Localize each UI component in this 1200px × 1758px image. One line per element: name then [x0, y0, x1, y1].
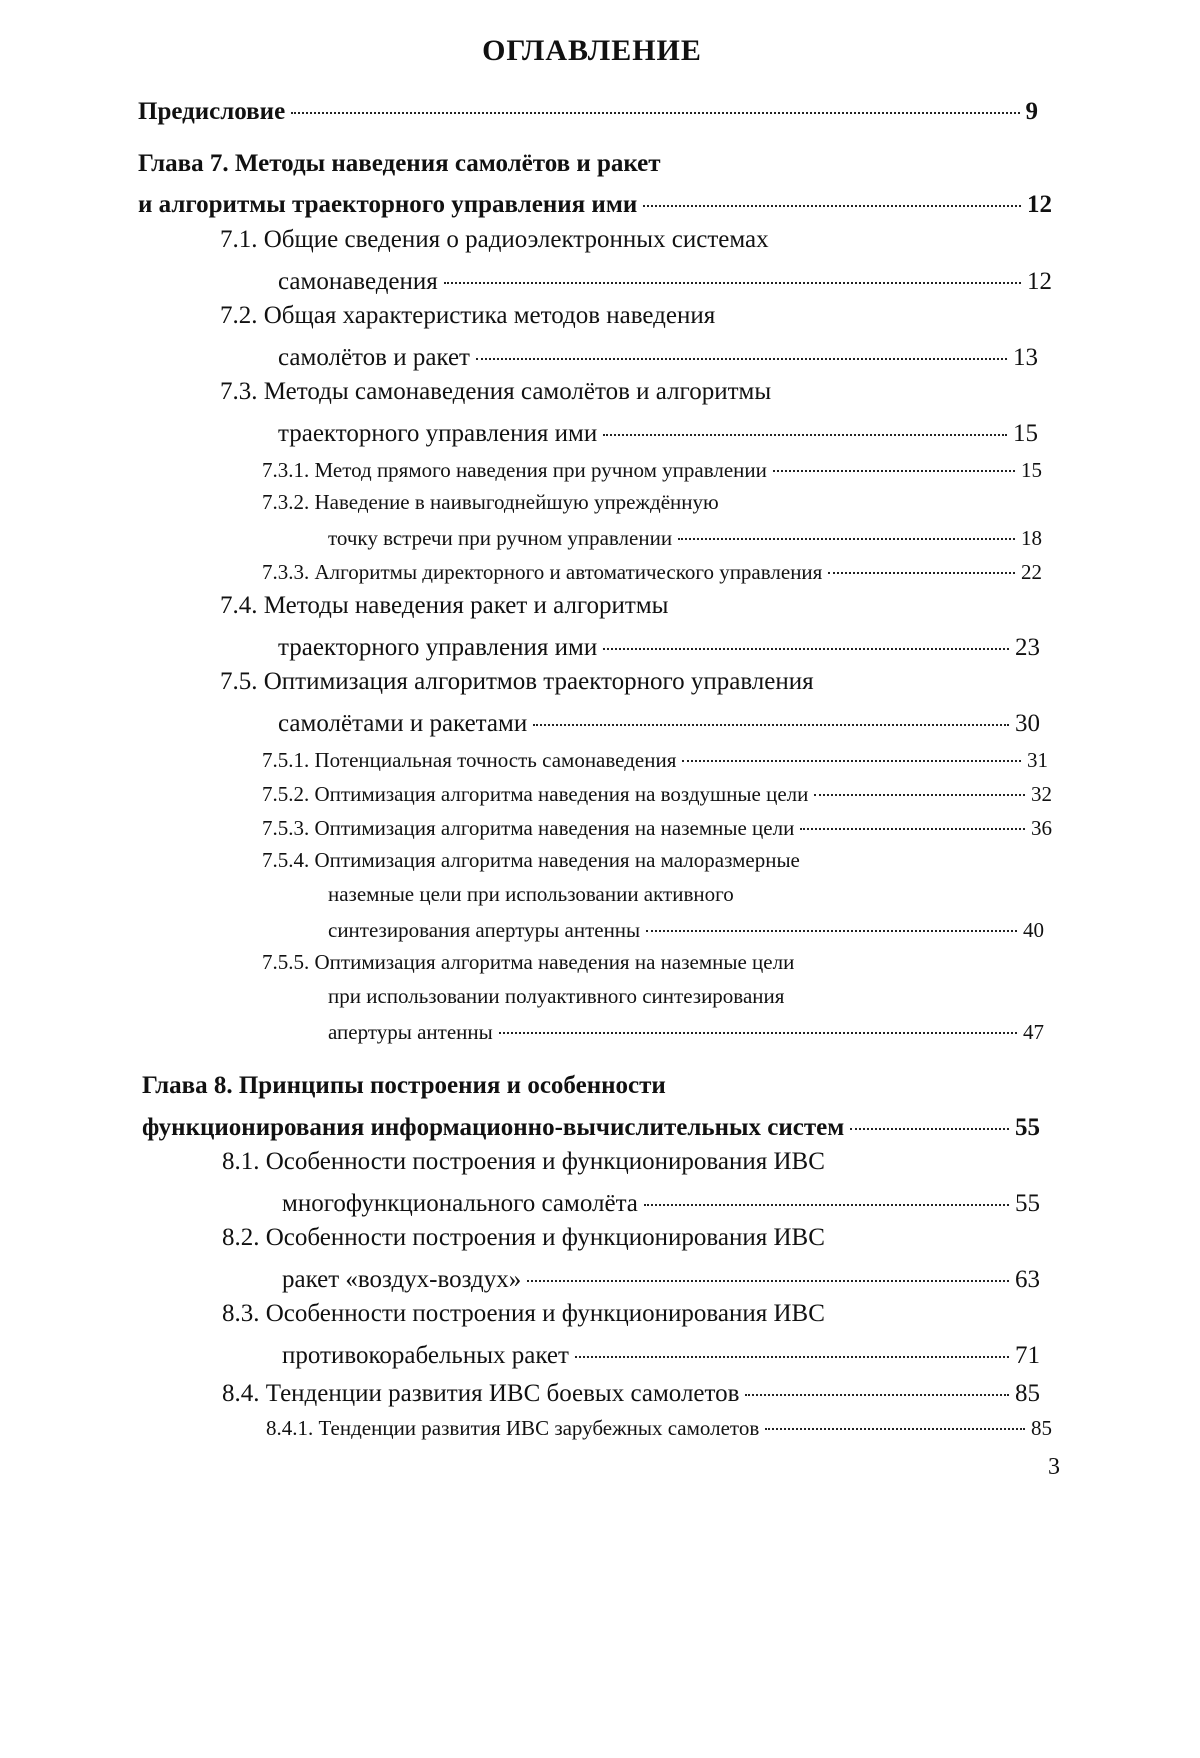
section-heading-line: 7.5. Оптимизация алгоритмов траекторного управления — [220, 668, 814, 695]
toc-entry-7-5-1 — [262, 746, 1048, 773]
leader-dots — [850, 1110, 1009, 1135]
toc-entry-7-5 — [278, 706, 1040, 738]
toc-entry-text: противокорабельных ракет — [282, 1342, 569, 1369]
leader-dots — [745, 1376, 1009, 1401]
section-heading-line: при использовании полуактивного синтезирования — [328, 984, 785, 1008]
toc-entry-chapter-8 — [142, 1110, 1040, 1142]
toc-entry-7-5-5 — [328, 1018, 1044, 1045]
chapter-heading-line: Глава 7. Методы наведения самолётов и ракет — [138, 150, 661, 177]
toc-entry-text: 7.3.1. Метод прямого наведения при ручном управлении — [262, 458, 767, 482]
toc-entry-text: функционирования информационно-вычислительных систем — [142, 1114, 845, 1141]
toc-entry-text: апертуры антенны — [328, 1020, 493, 1044]
section-heading-line: 8.1. Особенности построения и функционирования ИВС — [222, 1148, 825, 1175]
toc-entry-8-2 — [282, 1262, 1040, 1294]
leader-dots — [291, 94, 1019, 119]
toc-entry-8-4 — [222, 1376, 1040, 1408]
toc-page-number: 40 — [1023, 918, 1044, 942]
toc-page-number: 12 — [1027, 191, 1052, 218]
leader-dots — [527, 1262, 1009, 1287]
toc-entry-preface — [138, 94, 1038, 126]
toc-entry-7-3-2 — [328, 524, 1042, 551]
toc-entry-text: ракет «воздух-воздух» — [282, 1266, 522, 1293]
toc-entry-text: траекторного управления ими — [278, 420, 598, 447]
section-heading-line: 7.2. Общая характеристика методов наведения — [220, 302, 716, 329]
toc-page-number: 23 — [1015, 634, 1040, 661]
leader-dots — [444, 264, 1021, 289]
toc-entry-chapter-7 — [138, 187, 1052, 219]
toc-entry-text: самонаведения — [278, 268, 438, 295]
leader-dots — [682, 746, 1021, 767]
leader-dots — [643, 187, 1021, 212]
leader-dots — [765, 1414, 1025, 1435]
leader-dots — [800, 814, 1025, 835]
toc-entry-7-5-2 — [262, 780, 1052, 807]
toc-entry-text: самолётов и ракет — [278, 344, 470, 371]
toc-page-number: 30 — [1015, 710, 1040, 737]
toc-page-number: 15 — [1013, 420, 1038, 447]
toc-entry-7-3-3 — [262, 558, 1042, 585]
toc-entry-8-1 — [282, 1186, 1040, 1218]
toc-page-number: 12 — [1027, 268, 1052, 295]
leader-dots — [828, 558, 1015, 579]
section-heading-line: 7.5.4. Оптимизация алгоритма наведения на малоразмерные — [262, 848, 800, 872]
section-heading-line: наземные цели при использовании активного — [328, 882, 734, 906]
toc-entry-7-5-3 — [262, 814, 1052, 841]
section-heading-line: 7.1. Общие сведения о радиоэлектронных системах — [220, 226, 769, 253]
leader-dots — [646, 916, 1017, 937]
page-title: ОГЛАВЛЕНИЕ — [482, 34, 702, 67]
toc-entry-text: 7.3.3. Алгоритмы директорного и автоматического управления — [262, 560, 823, 584]
toc-page-number: 85 — [1031, 1416, 1052, 1440]
toc-entry-text: точку встречи при ручном управлении — [328, 526, 673, 550]
toc-entry-text: 7.5.2. Оптимизация алгоритма наведения на воздушные цели — [262, 782, 809, 806]
toc-entry-text: 8.4. Тенденции развития ИВС боевых самолетов — [222, 1380, 740, 1407]
toc-page-number: 22 — [1021, 560, 1042, 584]
toc-page-number: 32 — [1031, 782, 1052, 806]
toc-entry-text: 7.5.3. Оптимизация алгоритма наведения на наземные цели — [262, 816, 795, 840]
toc-entry-text: самолётами и ракетами — [278, 710, 528, 737]
toc-page-number: 63 — [1015, 1266, 1040, 1293]
page-number-folio: 3 — [1048, 1454, 1060, 1480]
leader-dots — [499, 1018, 1017, 1039]
toc-page-number: 18 — [1021, 526, 1042, 550]
section-heading-line: 7.4. Методы наведения ракет и алгоритмы — [220, 592, 669, 619]
toc-entry-text: и алгоритмы траекторного управления ими — [138, 191, 638, 218]
leader-dots — [603, 416, 1007, 441]
toc-page-number: 15 — [1021, 458, 1042, 482]
leader-dots — [814, 780, 1025, 801]
toc-page-number: 71 — [1015, 1342, 1040, 1369]
leader-dots — [773, 456, 1015, 477]
leader-dots — [533, 706, 1009, 731]
toc-page-number: 13 — [1013, 344, 1038, 371]
toc-entry-text: 8.4.1. Тенденции развития ИВС зарубежных самолетов — [266, 1416, 760, 1440]
leader-dots — [644, 1186, 1009, 1211]
toc-entry-text: синтезирования апертуры антенны — [328, 918, 641, 942]
toc-entry-8-3 — [282, 1338, 1040, 1370]
toc-entry-7-2 — [278, 340, 1038, 372]
toc-page-number: 31 — [1027, 748, 1048, 772]
toc-entry-8-4-1 — [266, 1414, 1052, 1441]
toc-page-number: 55 — [1015, 1114, 1040, 1141]
toc-entry-7-3 — [278, 416, 1038, 448]
leader-dots — [476, 340, 1007, 365]
toc-entry-7-5-4 — [328, 916, 1044, 943]
toc-entry-7-4 — [278, 630, 1040, 662]
toc-entry-text: многофункционального самолёта — [282, 1190, 638, 1217]
leader-dots — [678, 524, 1015, 545]
section-heading-line: 7.3.2. Наведение в наивыгоднейшую упреждённую — [262, 490, 719, 514]
toc-page-number: 36 — [1031, 816, 1052, 840]
toc-entry-text: Предисловие — [138, 98, 286, 125]
toc-entry-7-1 — [278, 264, 1052, 296]
section-heading-line: 8.2. Особенности построения и функционирования ИВС — [222, 1224, 825, 1251]
toc-page-number: 55 — [1015, 1190, 1040, 1217]
toc-entry-text: траекторного управления ими — [278, 634, 598, 661]
toc-page-number: 47 — [1023, 1020, 1044, 1044]
toc-entry-7-3-1 — [262, 456, 1042, 483]
leader-dots — [575, 1338, 1009, 1363]
section-heading-line: 7.5.5. Оптимизация алгоритма наведения на наземные цели — [262, 950, 795, 974]
toc-entry-text: 7.5.1. Потенциальная точность самонаведения — [262, 748, 677, 772]
section-heading-line: 8.3. Особенности построения и функционирования ИВС — [222, 1300, 825, 1327]
leader-dots — [603, 630, 1009, 655]
toc-page-number: 85 — [1015, 1380, 1040, 1407]
section-heading-line: 7.3. Методы самонаведения самолётов и алгоритмы — [220, 378, 772, 405]
chapter-heading-line: Глава 8. Принципы построения и особенности — [142, 1072, 666, 1099]
toc-page-number: 9 — [1025, 98, 1038, 125]
